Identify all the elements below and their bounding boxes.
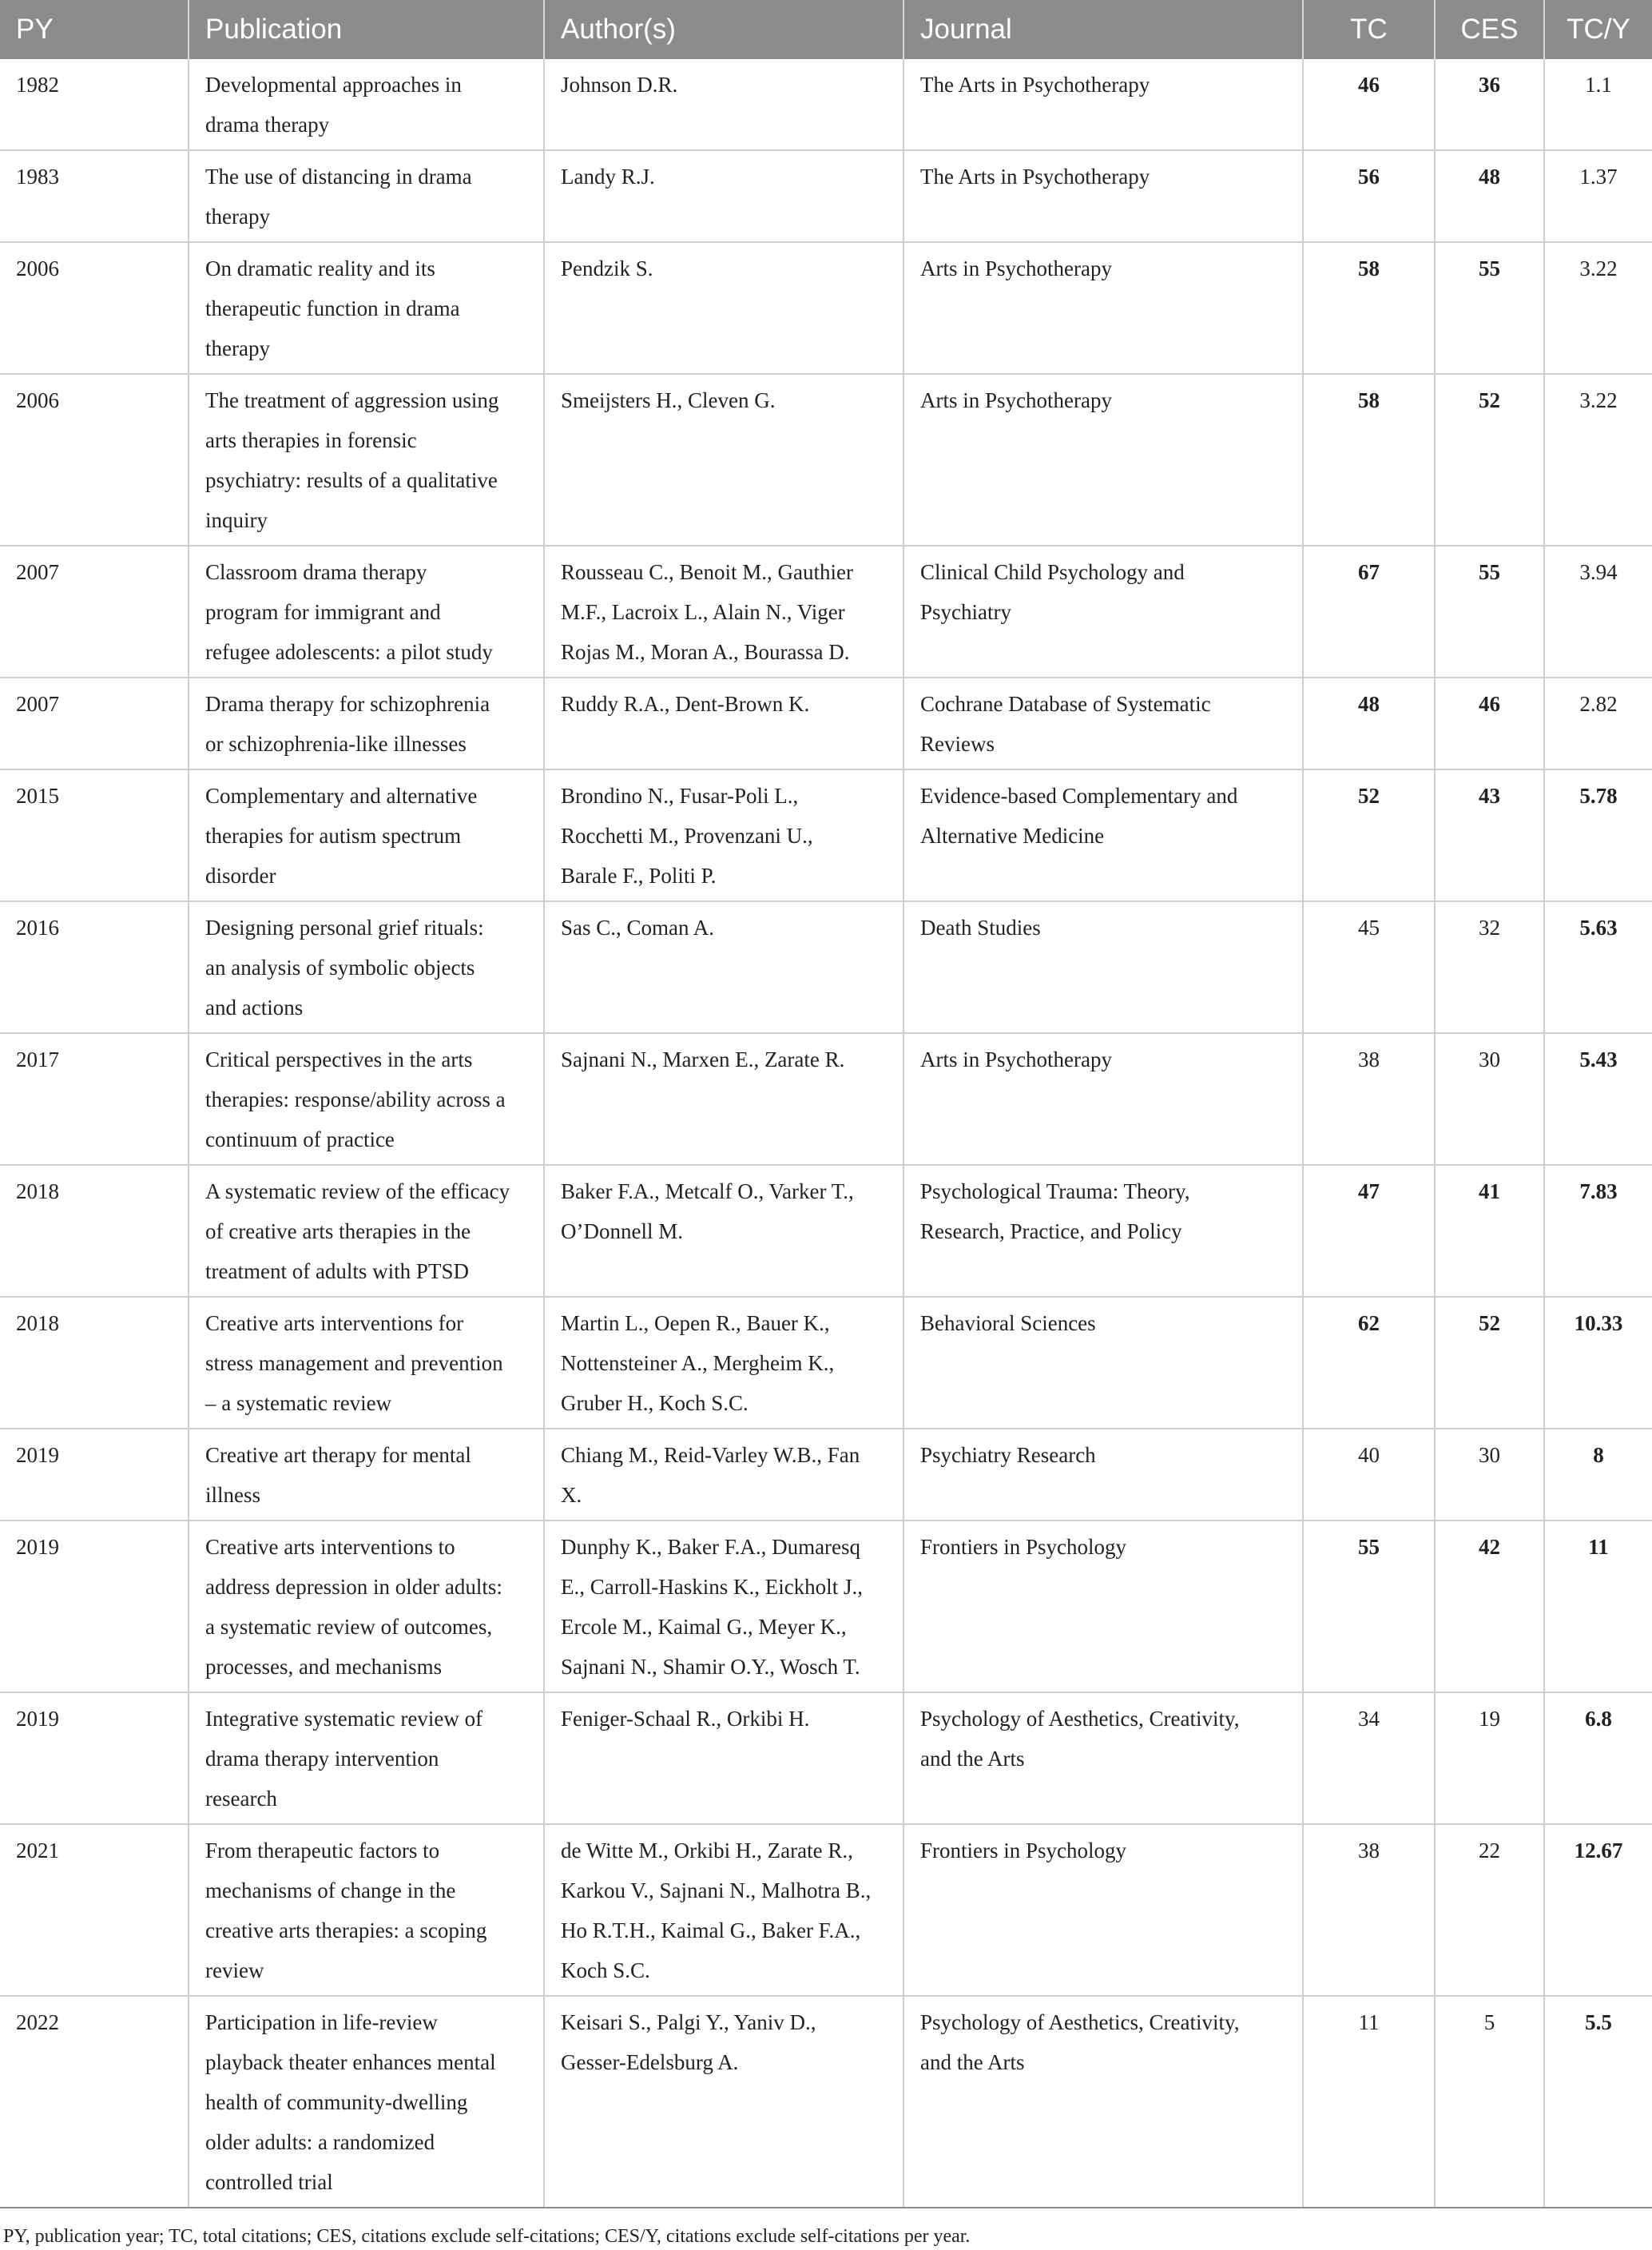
cell-ces: 55 [1435, 242, 1544, 374]
cell-ces: 36 [1435, 59, 1544, 150]
cell-ces: 19 [1435, 1692, 1544, 1824]
cell-journal: The Arts in Psychotherapy [903, 59, 1303, 150]
cell-tcy: 3.22 [1544, 242, 1652, 374]
cell-journal: Arts in Psychotherapy [903, 374, 1303, 546]
cell-publication: Participation in life-review playback theater enhances mental health of community-dwelling older adults: a randomized controlled trial [189, 1996, 544, 2208]
cell-py: 2016 [0, 901, 189, 1033]
table-row [0, 1165, 1652, 1297]
cell-py: 2015 [0, 769, 189, 901]
cell-tcy: 5.43 [1544, 1033, 1652, 1165]
cell-tc: 58 [1303, 374, 1435, 546]
cell-py: 2006 [0, 374, 189, 546]
cell-publication: The treatment of aggression using arts therapies in forensic psychiatry: results of a qualitative inquiry [189, 374, 544, 546]
cell-py: 2018 [0, 1165, 189, 1297]
cell-tc: 48 [1303, 678, 1435, 769]
cell-ces: 52 [1435, 374, 1544, 546]
cell-py: 2017 [0, 1033, 189, 1165]
cell-tc: 38 [1303, 1033, 1435, 1165]
table-header [0, 0, 1652, 59]
table-row [0, 374, 1652, 546]
cell-tcy: 5.78 [1544, 769, 1652, 901]
cell-py: 1982 [0, 59, 189, 150]
table-row [0, 150, 1652, 242]
cell-tcy: 7.83 [1544, 1165, 1652, 1297]
table-footnote: PY, publication year; TC, total citations; CES, citations exclude self-citations; CES/Y, citations exclude self-citations per year. [3, 2226, 971, 2247]
cell-journal: Clinical Child Psychology and Psychiatry [903, 546, 1303, 678]
cell-tc: 58 [1303, 242, 1435, 374]
header-publication: Publication [189, 0, 544, 59]
table-row [0, 59, 1652, 150]
cell-journal: Arts in Psychotherapy [903, 1033, 1303, 1165]
cell-tc: 46 [1303, 59, 1435, 150]
cell-publication: Classroom drama therapy program for immigrant and refugee adolescents: a pilot study [189, 546, 544, 678]
cell-journal: Arts in Psychotherapy [903, 242, 1303, 374]
cell-ces: 52 [1435, 1297, 1544, 1429]
cell-authors: Baker F.A., Metcalf O., Varker T., O’Donnell M. [544, 1165, 903, 1297]
cell-tc: 67 [1303, 546, 1435, 678]
cell-py: 2019 [0, 1429, 189, 1521]
cell-py: 2022 [0, 1996, 189, 2208]
cell-tc: 62 [1303, 1297, 1435, 1429]
header-py: PY [0, 0, 189, 59]
cell-py: 2007 [0, 546, 189, 678]
cell-authors: Pendzik S. [544, 242, 903, 374]
cell-authors: Ruddy R.A., Dent-Brown K. [544, 678, 903, 769]
cell-tc: 47 [1303, 1165, 1435, 1297]
cell-authors: Landy R.J. [544, 150, 903, 242]
table-row [0, 1033, 1652, 1165]
cell-tcy: 2.82 [1544, 678, 1652, 769]
cell-py: 2018 [0, 1297, 189, 1429]
table-row [0, 1824, 1652, 1996]
cell-journal: Psychiatry Research [903, 1429, 1303, 1521]
cell-publication: Drama therapy for schizophrenia or schizophrenia-like illnesses [189, 678, 544, 769]
cell-publication: Creative arts interventions to address depression in older adults: a systematic review of outcomes, processes, and mechanisms [189, 1521, 544, 1692]
cell-journal: The Arts in Psychotherapy [903, 150, 1303, 242]
cell-py: 2019 [0, 1692, 189, 1824]
table-row [0, 242, 1652, 374]
header-ces: CES [1435, 0, 1544, 59]
cell-tcy: 12.67 [1544, 1824, 1652, 1996]
cell-tc: 11 [1303, 1996, 1435, 2208]
table-row [0, 769, 1652, 901]
cell-tcy: 8 [1544, 1429, 1652, 1521]
cell-ces: 41 [1435, 1165, 1544, 1297]
cell-tc: 52 [1303, 769, 1435, 901]
cell-py: 2019 [0, 1521, 189, 1692]
cell-publication: Creative art therapy for mental illness [189, 1429, 544, 1521]
cell-publication: Designing personal grief rituals: an analysis of symbolic objects and actions [189, 901, 544, 1033]
table-row [0, 1297, 1652, 1429]
cell-tcy: 6.8 [1544, 1692, 1652, 1824]
cell-publication: From therapeutic factors to mechanisms of change in the creative arts therapies: a scoping review [189, 1824, 544, 1996]
table-row [0, 901, 1652, 1033]
cell-tcy: 3.94 [1544, 546, 1652, 678]
cell-tcy: 11 [1544, 1521, 1652, 1692]
cell-authors: Rousseau C., Benoit M., Gauthier M.F., Lacroix L., Alain N., Viger Rojas M., Moran A., Bourassa D. [544, 546, 903, 678]
table-row [0, 1692, 1652, 1824]
cell-py: 1983 [0, 150, 189, 242]
cell-ces: 42 [1435, 1521, 1544, 1692]
cell-authors: Smeijsters H., Cleven G. [544, 374, 903, 546]
cell-authors: Keisari S., Palgi Y., Yaniv D., Gesser-Edelsburg A. [544, 1996, 903, 2208]
cell-journal: Psychology of Aesthetics, Creativity, and the Arts [903, 1692, 1303, 1824]
cell-authors: Martin L., Oepen R., Bauer K., Nottensteiner A., Mergheim K., Gruber H., Koch S.C. [544, 1297, 903, 1429]
cell-tc: 34 [1303, 1692, 1435, 1824]
cell-ces: 32 [1435, 901, 1544, 1033]
cell-tcy: 1.37 [1544, 150, 1652, 242]
table-row [0, 1429, 1652, 1521]
cell-ces: 5 [1435, 1996, 1544, 2208]
cell-authors: Sas C., Coman A. [544, 901, 903, 1033]
cell-tc: 55 [1303, 1521, 1435, 1692]
cell-py: 2006 [0, 242, 189, 374]
cell-publication: Creative arts interventions for stress management and prevention – a systematic review [189, 1297, 544, 1429]
header-journal: Journal [903, 0, 1303, 59]
cell-tcy: 1.1 [1544, 59, 1652, 150]
table-row [0, 546, 1652, 678]
cell-journal: Death Studies [903, 901, 1303, 1033]
cell-tc: 45 [1303, 901, 1435, 1033]
cell-publication: Critical perspectives in the arts therapies: response/ability across a continuum of practice [189, 1033, 544, 1165]
cell-journal: Behavioral Sciences [903, 1297, 1303, 1429]
cell-journal: Cochrane Database of Systematic Reviews [903, 678, 1303, 769]
cell-py: 2007 [0, 678, 189, 769]
cell-publication: A systematic review of the efficacy of creative arts therapies in the treatment of adults with PTSD [189, 1165, 544, 1297]
cell-authors: Johnson D.R. [544, 59, 903, 150]
cell-authors: de Witte M., Orkibi H., Zarate R., Karkou V., Sajnani N., Malhotra B., Ho R.T.H., Kaimal G., Baker F.A., Koch S.C. [544, 1824, 903, 1996]
cell-ces: 46 [1435, 678, 1544, 769]
cell-authors: Sajnani N., Marxen E., Zarate R. [544, 1033, 903, 1165]
cell-ces: 30 [1435, 1033, 1544, 1165]
cell-journal: Evidence-based Complementary and Alternative Medicine [903, 769, 1303, 901]
header-row [0, 0, 1652, 59]
cell-journal: Frontiers in Psychology [903, 1824, 1303, 1996]
cell-publication: Integrative systematic review of drama therapy intervention research [189, 1692, 544, 1824]
table-row [0, 1996, 1652, 2208]
cell-tc: 40 [1303, 1429, 1435, 1521]
cell-ces: 55 [1435, 546, 1544, 678]
cell-journal: Psychology of Aesthetics, Creativity, and the Arts [903, 1996, 1303, 2208]
cell-authors: Dunphy K., Baker F.A., Dumaresq E., Carroll-Haskins K., Eickholt J., Ercole M., Kaimal G., Meyer K., Sajnani N., Shamir O.Y., Wosch T. [544, 1521, 903, 1692]
table-row [0, 678, 1652, 769]
cell-ces: 30 [1435, 1429, 1544, 1521]
cell-authors: Feniger-Schaal R., Orkibi H. [544, 1692, 903, 1824]
table-row [0, 1521, 1652, 1692]
header-tcy: TC/Y [1544, 0, 1652, 59]
cell-journal: Psychological Trauma: Theory, Research, Practice, and Policy [903, 1165, 1303, 1297]
cell-ces: 48 [1435, 150, 1544, 242]
cell-publication: On dramatic reality and its therapeutic function in drama therapy [189, 242, 544, 374]
cell-tcy: 5.63 [1544, 901, 1652, 1033]
cell-ces: 43 [1435, 769, 1544, 901]
cell-authors: Brondino N., Fusar-Poli L., Rocchetti M., Provenzani U., Barale F., Politi P. [544, 769, 903, 901]
cell-journal: Frontiers in Psychology [903, 1521, 1303, 1692]
header-authors: Author(s) [544, 0, 903, 59]
cell-py: 2021 [0, 1824, 189, 1996]
cell-tc: 38 [1303, 1824, 1435, 1996]
cell-publication: Complementary and alternative therapies for autism spectrum disorder [189, 769, 544, 901]
cell-ces: 22 [1435, 1824, 1544, 1996]
cell-publication: The use of distancing in drama therapy [189, 150, 544, 242]
table-body [0, 59, 1652, 2208]
cell-tcy: 5.5 [1544, 1996, 1652, 2208]
header-tc: TC [1303, 0, 1435, 59]
cell-publication: Developmental approaches in drama therapy [189, 59, 544, 150]
cell-tc: 56 [1303, 150, 1435, 242]
cell-tcy: 3.22 [1544, 374, 1652, 546]
cell-authors: Chiang M., Reid-Varley W.B., Fan X. [544, 1429, 903, 1521]
cell-tcy: 10.33 [1544, 1297, 1652, 1429]
